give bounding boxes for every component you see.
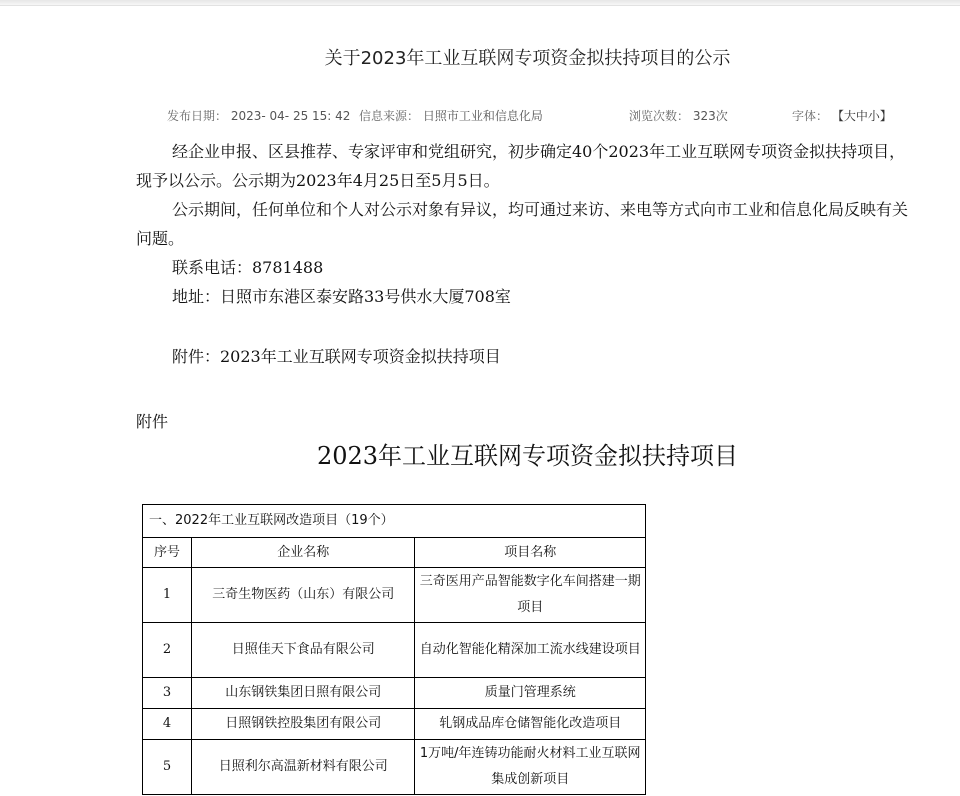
header-project: 项目名称 xyxy=(415,538,646,568)
view-count-label: 浏览次数： xyxy=(629,109,690,123)
row-no: 3 xyxy=(143,678,192,709)
view-count-value: 323次 xyxy=(692,109,728,123)
row-company: 日照钢铁控股集团有限公司 xyxy=(191,709,415,740)
publish-date xyxy=(167,107,350,124)
row-company: 山东钢铁集团日照有限公司 xyxy=(191,678,415,709)
article-title: 关于2023年工业互联网专项资金拟扶持项目的公示 xyxy=(324,48,731,69)
row-no: 4 xyxy=(143,709,192,740)
browser-top-edge xyxy=(0,0,960,6)
row-project: 轧钢成品库仓储智能化改造项目 xyxy=(415,709,646,740)
publish-date-label: 发布日期： xyxy=(167,109,228,123)
row-company: 三奇生物医药（山东）有限公司 xyxy=(191,568,415,623)
attachment-label: 附件 xyxy=(136,412,169,431)
info-source-label: 信息来源： xyxy=(359,109,420,123)
body-paragraph: 经企业申报、区县推荐、专家评审和党组研究，初步确定40个2023年工业互联网专项资金拟扶持项目，现予以公示。公示期为2023年4月25日至5月5日。 xyxy=(136,142,906,190)
attachment-link[interactable]: 附件：2023年工业互联网专项资金拟扶持项目 xyxy=(172,347,501,366)
table-row xyxy=(143,678,646,709)
row-company: 日照利尔高温新材料有限公司 xyxy=(191,740,415,795)
article-body xyxy=(136,137,916,371)
attachment-title: 2023年工业互联网专项资金拟扶持项目 xyxy=(316,442,739,470)
row-no: 1 xyxy=(143,568,192,623)
row-no: 2 xyxy=(143,623,192,678)
table-section-title: 一、2022年工业互联网改造项目（19个） xyxy=(143,505,646,538)
row-company: 日照佳天下食品有限公司 xyxy=(191,623,415,678)
font-size-buttons[interactable]: 【大中小】 xyxy=(831,109,892,123)
header-no: 序号 xyxy=(143,538,192,568)
info-source xyxy=(359,107,543,124)
table-row xyxy=(143,709,646,740)
row-project: 三奇医用产品智能数字化车间搭建一期项目 xyxy=(415,568,646,623)
row-project: 自动化智能化精深加工流水线建设项目 xyxy=(415,623,646,678)
header-company: 企业名称 xyxy=(191,538,415,568)
table-row xyxy=(143,740,646,795)
row-no: 5 xyxy=(143,740,192,795)
contact-address: 地址：日照市东港区泰安路33号供水大厦708室 xyxy=(172,287,511,306)
font-size-control xyxy=(792,107,892,124)
view-count xyxy=(629,107,728,124)
publish-date-value: 2023- 04- 25 15: 42 xyxy=(230,109,351,123)
row-project: 1万吨/年连铸功能耐火材料工业互联网集成创新项目 xyxy=(415,740,646,795)
contact-phone: 联系电话：8781488 xyxy=(172,258,324,277)
table-row xyxy=(143,623,646,678)
row-project: 质量门管理系统 xyxy=(415,678,646,709)
body-paragraph: 公示期间，任何单位和个人对公示对象有异议，均可通过来访、来电等方式向市工业和信息化局反映有关问题。 xyxy=(136,200,909,248)
info-source-value: 日照市工业和信息化局 xyxy=(422,109,543,123)
font-size-label: 字体： xyxy=(792,109,829,123)
table-row xyxy=(143,568,646,623)
project-table xyxy=(142,504,646,795)
